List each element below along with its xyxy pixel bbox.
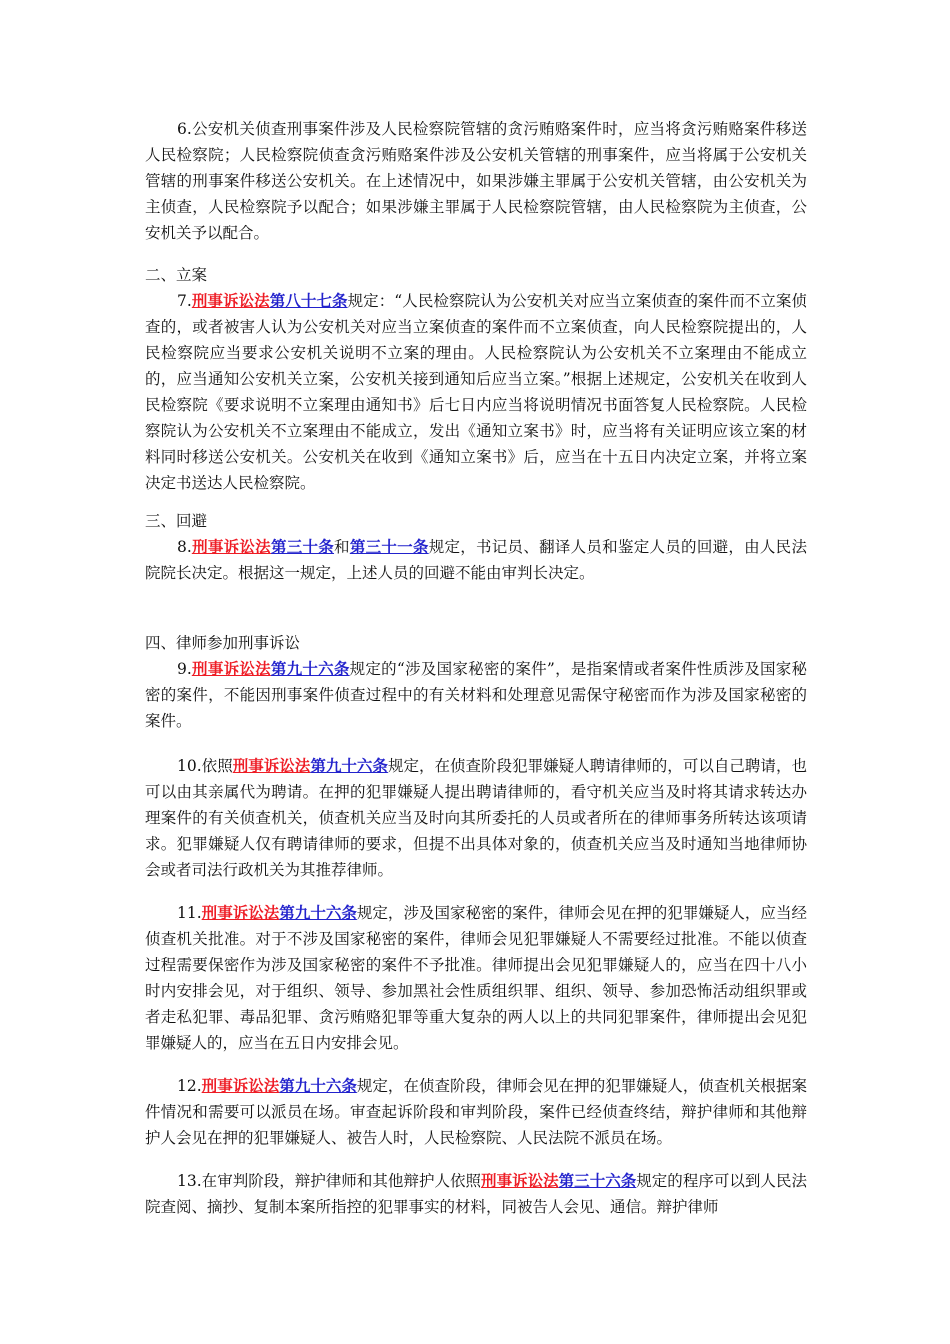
paragraph-text: 和 [334,538,350,556]
paragraph-text: 12. [177,1077,202,1095]
paragraph-text: 11. [177,904,202,922]
law-name-link[interactable]: 刑事诉讼法 [191,537,271,556]
paragraph-7 [145,288,807,496]
paragraph-text: 8. [177,538,192,556]
article-link[interactable]: 第八十七条 [269,291,348,310]
paragraph-text: 规定，在侦查阶段，律师会见在押的犯罪嫌疑人，侦查机关根据案件情况和需要可以派员在场。审查起诉阶段和审判阶段，案件已经侦查终结，辩护律师和其他辩护人会见在押的犯罪嫌疑人、被告人时，人民检察院、人民法院不派员在场。 [145,1077,807,1147]
law-name-link[interactable]: 刑事诉讼法 [201,903,280,922]
paragraph-12 [145,1073,807,1151]
article-link[interactable]: 第九十六条 [270,659,350,678]
article-link[interactable]: 第三十六条 [558,1171,637,1190]
paragraph-6 [145,116,807,246]
paragraph-text: 9. [177,660,192,678]
paragraph-8 [145,534,807,586]
article-link[interactable]: 第三十条 [270,537,335,556]
paragraph-text: 规定，在侦查阶段犯罪嫌疑人聘请律师的，可以自己聘请，也可以由其亲属代为聘请。在押的犯罪嫌疑人提出聘请律师的，看守机关应当及时将其请求转达办理案件的有关侦查机关，侦查机关应当及时向其所委托的人员或者所在的律师事务所转达该项请求。犯罪嫌疑人仅有聘请律师的要求，但提不出具体对象的，侦查机关应当及时通知当地律师协会或者司法行政机关为其推荐律师。 [145,757,807,879]
paragraph-text: 规定，涉及国家秘密的案件，律师会见在押的犯罪嫌疑人，应当经侦查机关批准。对于不涉及国家秘密的案件，律师会见犯罪嫌疑人不需要经过批准。不能以侦查过程需要保密作为涉及国家秘密的案件不予批准。律师提出会见犯罪嫌疑人的，应当在四十八小时内安排会见，对于组织、领导、参加黑社会性质组织罪、组织、领导、参加恐怖活动组织罪或者走私犯罪、毒品犯罪、贪污贿赂犯罪等重大复杂的两人以上的共同犯罪案件，律师提出会见犯罪嫌疑人的，应当在五日内安排会见。 [145,904,807,1052]
paragraph-text: 13.在审判阶段，辩护律师和其他辩护人依照 [177,1172,482,1190]
article-link[interactable]: 第九十六条 [279,1076,357,1095]
law-name-link[interactable]: 刑事诉讼法 [232,756,311,775]
paragraph-11 [145,900,807,1056]
paragraph-13 [145,1168,807,1220]
paragraph-text: 规定的“涉及国家秘密的案件”，是指案情或者案件性质涉及国家秘密的案件，不能因刑事案件侦查过程中的有关材料和处理意见需保守秘密而作为涉及国家秘密的案件。 [145,660,807,730]
article-link[interactable]: 第三十一条 [349,537,429,556]
article-link[interactable]: 第九十六条 [279,903,357,922]
heading-recusal: 三、回避 [145,512,208,530]
law-name-link[interactable]: 刑事诉讼法 [481,1171,559,1190]
law-name-link[interactable]: 刑事诉讼法 [191,659,271,678]
paragraph-text: 规定：“人民检察院认为公安机关对应当立案侦查的案件而不立案侦查的，或者被害人认为公安机关对应当立案侦查的案件而不立案侦查，向人民检察院提出的，人民检察院应当要求公安机关说明不立案的理由。人民检察院认为公安机关不立案理由不能成立的，应当通知公安机关立案，公安机关接到通知后应当立案。”根据上述规定，公安机关在收到人民检察院《要求说明不立案理由通知书》后七日内应当将说明情况书面答复人民检察院。人民检察院认为公安机关不立案理由不能成立，发出《通知立案书》时，应当将有关证明应该立案的材料同时移送公安机关。公安机关在收到《通知立案书》后，应当在十五日内决定立案，并将立案决定书送达人民检察院。 [145,292,807,492]
law-name-link[interactable]: 刑事诉讼法 [201,1076,280,1095]
paragraph-text: 规定，书记员、翻译人员和鉴定人员的回避，由人民法院院长决定。根据这一规定，上述人员的回避不能由审判长决定。 [145,538,807,582]
paragraph-text: 10.依照 [177,757,233,775]
paragraph-text: 7. [177,292,192,310]
paragraph-text: 规定的程序可以到人民法院查阅、摘抄、复制本案所指控的犯罪事实的材料，同被告人会见、通信。辩护律师 [145,1172,807,1216]
paragraph-10 [145,753,807,883]
paragraph-9 [145,656,807,734]
paragraph-text: 6.公安机关侦查刑事案件涉及人民检察院管辖的贪污贿赂案件时，应当将贪污贿赂案件移送人民检察院；人民检察院侦查贪污贿赂案件涉及公安机关管辖的刑事案件，应当将属于公安机关管辖的刑事案件移送公安机关。在上述情况中，如果涉嫌主罪属于公安机关管辖，由公安机关为主侦查，人民检察院予以配合；如果涉嫌主罪属于人民检察院管辖，由人民检察院为主侦查，公安机关予以配合。 [145,120,807,242]
law-name-link[interactable]: 刑事诉讼法 [191,291,270,310]
heading-lawyer-participation: 四、律师参加刑事诉讼 [145,634,301,652]
heading-filing: 二、立案 [145,266,208,284]
article-link[interactable]: 第九十六条 [310,756,388,775]
